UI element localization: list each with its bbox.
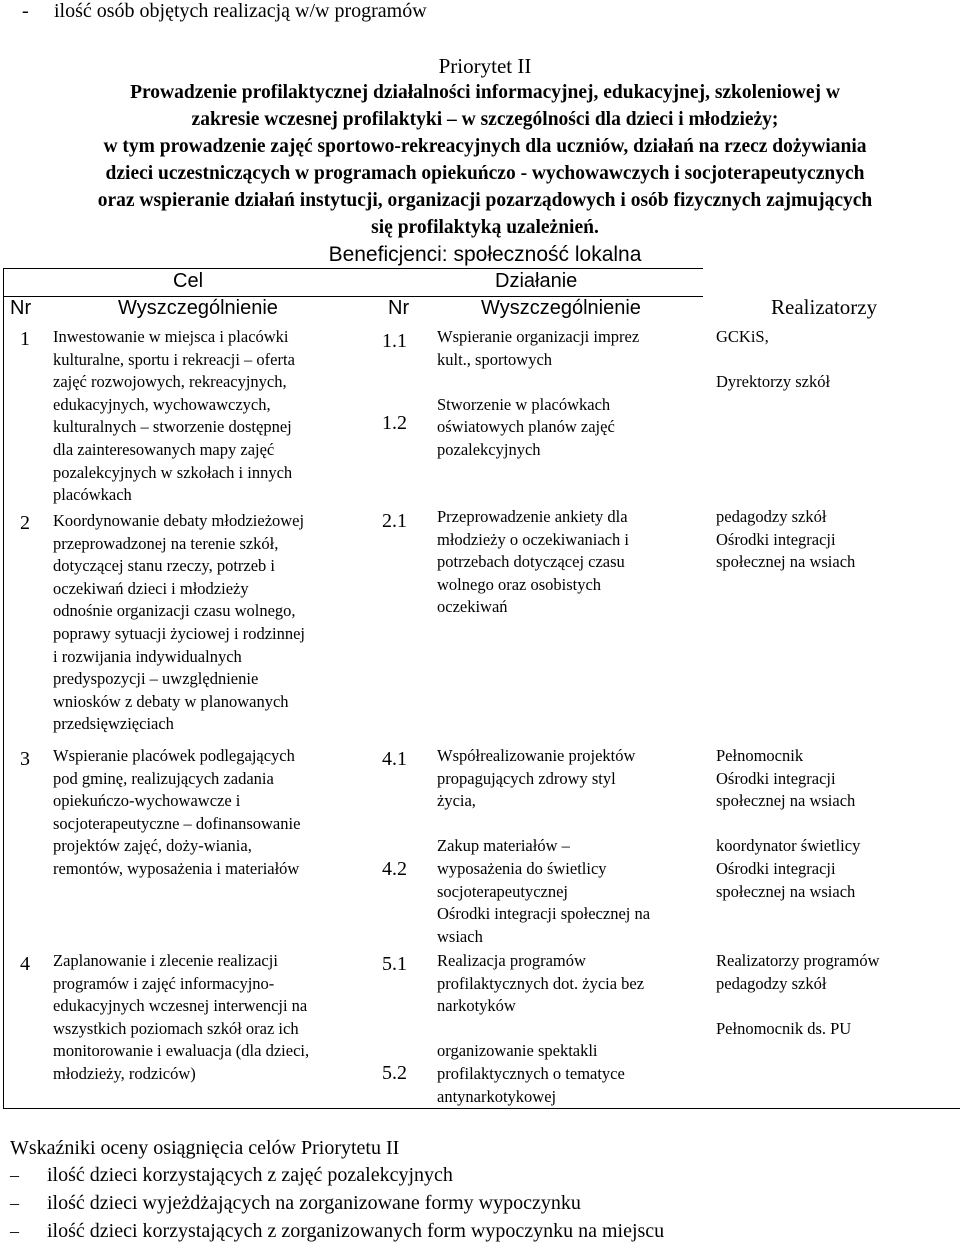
- priority-heading-line: w tym prowadzenie zajęć sportowo-rekreacyjnych dla uczniów, działań na rzecz dożywiania: [103, 136, 867, 157]
- realizer-line: pedagodzy szkół: [716, 507, 827, 526]
- action-cell: [437, 745, 650, 948]
- realizer-line: Pełnomocnik ds. PU: [716, 1018, 852, 1038]
- table-rule-top: [3, 268, 703, 269]
- goal-cell: [53, 326, 295, 507]
- goal-line: i rozwijania indywidualnych: [53, 646, 242, 666]
- goal-line: dla zainteresowanych mapy zajęć: [53, 439, 275, 459]
- goal-line: przedsięwzięciach: [53, 714, 174, 734]
- action-line: potrzebach dotyczącej czasu: [437, 552, 625, 572]
- realizer-line: społecznej na wsiach: [716, 791, 856, 811]
- goal-line: remontów, wyposażenia i materiałów: [53, 858, 300, 878]
- action-line: Stworzenie w placówkach: [437, 394, 611, 414]
- action-line: pozalekcyjnych: [437, 439, 541, 459]
- realizer-line: Pełnomocnik: [716, 746, 804, 765]
- goal-cell: [53, 510, 305, 736]
- table-rule-left: [3, 268, 4, 1109]
- indicator-text: ilość dzieci korzystających z zorganizowanych form wypoczynku na miejscu: [47, 1220, 665, 1242]
- action-line: oczekiwań: [437, 597, 508, 617]
- action-line: propagujących zdrowy styl: [437, 768, 616, 788]
- action-nr: 5.1: [382, 953, 407, 975]
- goal-line: przeprowadzonej na terenie szkół,: [53, 533, 279, 553]
- priority-label: Priorytet II: [438, 54, 532, 78]
- header-nr: Nr: [10, 297, 32, 319]
- indicator-text: ilość dzieci wyjeżdżających na zorganizowane formy wypoczynku: [47, 1192, 581, 1214]
- realizer-line: Ośrodki integracji: [716, 768, 836, 788]
- realizer-line: [716, 995, 880, 1018]
- realizer-line: Dyrektorzy szkół: [716, 372, 831, 392]
- action-line: Wspieranie organizacji imprez: [437, 327, 640, 346]
- goal-line: predyspozycji – uwzględnienie: [53, 669, 259, 689]
- action-line: profilaktycznych dot. życia bez: [437, 973, 645, 993]
- priority-heading-line: oraz wspieranie działań instytucji, organizacji pozarządowych i osób fizycznych zajmujących: [97, 190, 873, 211]
- action-line: Ośrodki integracji społecznej na: [437, 904, 651, 924]
- action-line: [437, 371, 639, 394]
- action-line: profilaktycznych o tematyce: [437, 1063, 625, 1083]
- goal-line: projektów zajęć, doży-wiania,: [53, 836, 252, 856]
- header-cel: Cel: [173, 270, 204, 292]
- goal-line: pod gminę, realizujących zadania: [53, 768, 274, 788]
- action-cell: [437, 326, 639, 462]
- action-line: życia,: [437, 791, 476, 811]
- action-nr: 1.1: [382, 330, 407, 352]
- goal-line: pozalekcyjnych w szkołach i innych: [53, 462, 293, 482]
- action-line: Zakup materiałów –: [437, 836, 570, 856]
- action-nr: 4.2: [382, 858, 407, 880]
- goal-line: monitorowanie i ewaluacja (dla dzieci,: [53, 1041, 310, 1061]
- header-wyszczegolnienie: Wyszczególnienie: [481, 297, 641, 319]
- action-line: [437, 1018, 644, 1041]
- priority-heading-line: Prowadzenie profilaktycznej działalności informacyjnej, edukacyjnej, szkoleniowej w: [130, 82, 840, 103]
- row-nr: 1: [20, 328, 30, 350]
- action-nr: 2.1: [382, 510, 407, 532]
- action-line: narkotyków: [437, 996, 516, 1016]
- row-nr: 2: [20, 512, 30, 534]
- goal-line: kulturalne, sportu i rekreacji – oferta: [53, 349, 295, 369]
- indicators-title: Wskaźniki oceny osiągnięcia celów Priorytetu II: [10, 1137, 400, 1159]
- action-line: [437, 813, 650, 836]
- goal-line: programów i zajęć informacyjno-: [53, 973, 275, 993]
- realizer-line: Realizatorzy programów: [716, 951, 880, 970]
- goal-line: dotyczącej stanu rzeczy, potrzeb i: [53, 556, 276, 576]
- action-line: oświatowych planów zajęć: [437, 417, 615, 437]
- list-dash: -: [22, 0, 29, 22]
- row-nr: 4: [20, 953, 30, 975]
- goal-line: wniosków z debaty w planowanych: [53, 691, 289, 711]
- goal-cell: [53, 745, 300, 881]
- realizer-cell: [716, 745, 860, 903]
- goal-line: Wspieranie placówek podlegających: [53, 746, 295, 765]
- action-nr: 5.2: [382, 1062, 407, 1084]
- beneficiaries: Beneficjenci: społeczność lokalna: [328, 243, 642, 266]
- action-line: Przeprowadzenie ankiety dla: [437, 507, 628, 526]
- bullet-dash: –: [10, 1193, 19, 1213]
- goal-line: poprawy sytuacji życiowej i rodzinnej: [53, 623, 306, 643]
- action-line: wsiach: [437, 926, 483, 946]
- action-line: antynarkotykowej: [437, 1086, 557, 1106]
- realizer-line: [716, 349, 830, 372]
- goal-line: odnośnie organizacji czasu wolnego,: [53, 601, 296, 621]
- action-line: organizowanie spektakli: [437, 1041, 598, 1061]
- goal-line: placówkach: [53, 485, 132, 505]
- goal-line: wszystkich poziomach szkół oraz ich: [53, 1018, 299, 1038]
- goal-line: Koordynowanie debaty młodzieżowej: [53, 511, 305, 530]
- goal-cell: [53, 950, 309, 1086]
- realizer-line: społecznej na wsiach: [716, 552, 856, 572]
- bullet-dash: –: [10, 1165, 19, 1185]
- action-nr: 1.2: [382, 412, 407, 434]
- action-line: Współrealizowanie projektów: [437, 746, 636, 765]
- action-line: wolnego oraz osobistych: [437, 574, 602, 594]
- goal-line: opiekuńczo-wychowawcze i: [53, 791, 241, 811]
- goal-line: kulturalnych – stworzenie dostępnej: [53, 417, 292, 437]
- realizer-line: koordynator świetlicy: [716, 836, 861, 856]
- action-line: młodzieży o oczekiwaniach i: [437, 529, 629, 549]
- goal-line: zajęć rozwojowych, rekreacyjnych,: [53, 372, 287, 392]
- goal-line: socjoterapeutyczne – dofinansowanie: [53, 813, 301, 833]
- realizer-cell: [716, 326, 830, 394]
- goal-line: Inwestowanie w miejsca i placówki: [53, 327, 289, 346]
- indicator-text: ilość dzieci korzystających z zajęć pozalekcyjnych: [47, 1164, 453, 1186]
- top-list-item: [22, 0, 427, 23]
- realizer-line: społecznej na wsiach: [716, 881, 856, 901]
- realizer-line: [716, 813, 860, 836]
- header-dzialanie: Działanie: [495, 270, 578, 292]
- action-line: socjoterapeutycznej: [437, 881, 569, 901]
- row-nr: 3: [20, 748, 30, 770]
- action-line: wyposażenia do świetlicy: [437, 858, 607, 878]
- priority-heading-line: się profilaktyką uzależnień.: [371, 217, 599, 238]
- goal-line: młodzieży, rodziców): [53, 1063, 196, 1083]
- list-item-text: ilość osób objętych realizacją w/w programów: [54, 0, 427, 22]
- realizer-line: pedagodzy szkół: [716, 973, 827, 993]
- goal-line: Zaplanowanie i zlecenie realizacji: [53, 951, 278, 970]
- action-cell: [437, 506, 629, 619]
- realizer-line: Ośrodki integracji: [716, 858, 836, 878]
- header-realizatorzy: Realizatorzy: [771, 295, 878, 319]
- realizer-cell: [716, 950, 880, 1040]
- priority-heading-line: dzieci uczestniczących w programach opiekuńczo - wychowawczych i socjoterapeutycznych: [105, 163, 865, 184]
- goal-line: edukacyjnych, wychowawczych,: [53, 394, 271, 414]
- realizer-cell: [716, 506, 855, 574]
- priority-heading-line: zakresie wczesnej profilaktyki – w szczególności dla dzieci i młodzieży;: [191, 109, 779, 130]
- realizer-line: Ośrodki integracji: [716, 529, 836, 549]
- action-cell: [437, 950, 644, 1108]
- header-wyszczegolnienie: Wyszczególnienie: [118, 297, 278, 319]
- goal-line: oczekiwań dzieci i młodzieży: [53, 578, 249, 598]
- action-nr: 4.1: [382, 748, 407, 770]
- header-nr: Nr: [388, 297, 410, 319]
- goal-line: edukacyjnych wczesnej interwencji na: [53, 996, 308, 1016]
- bullet-dash: –: [10, 1221, 19, 1241]
- action-line: kult., sportowych: [437, 349, 553, 369]
- action-line: Realizacja programów: [437, 951, 586, 970]
- realizer-line: GCKiS,: [716, 327, 769, 346]
